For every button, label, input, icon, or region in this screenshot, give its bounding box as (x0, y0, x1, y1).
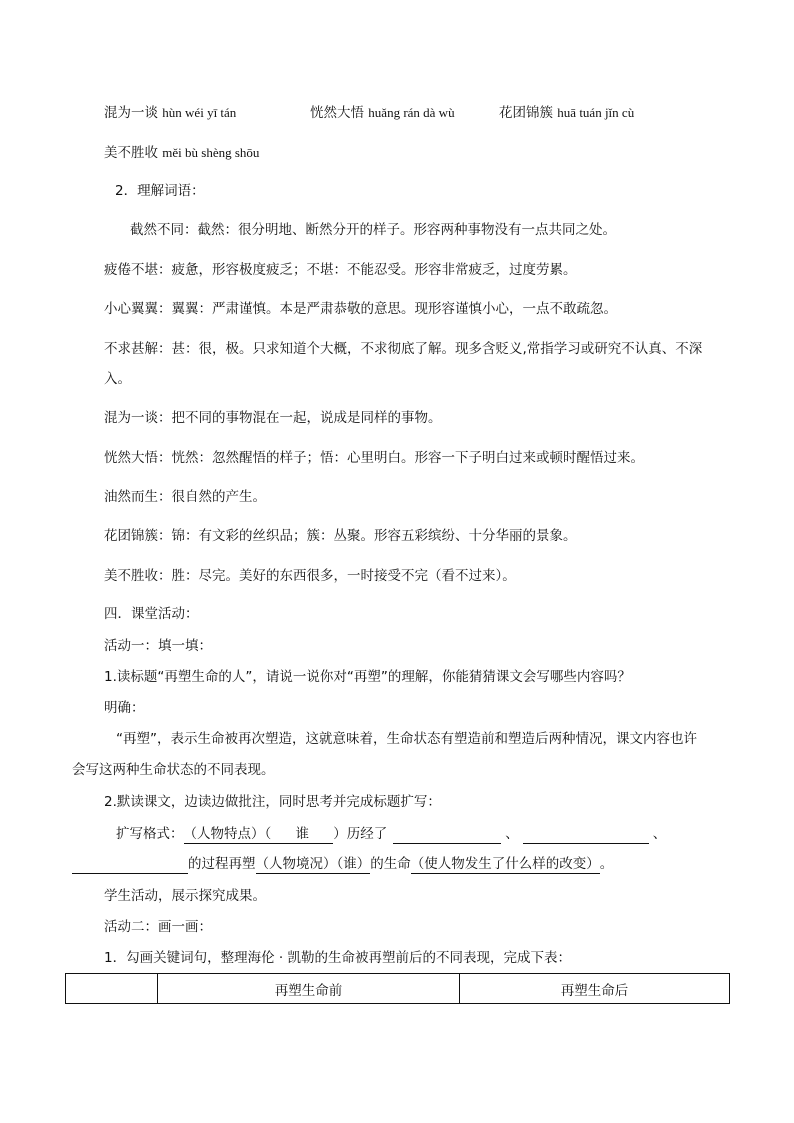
definition: 恍然大悟：恍然：忽然醒悟的样子；悟：心里明白。形容一下子明白过来或顿时醒悟过来。 (104, 450, 644, 466)
vocab-word: 混为一谈 (104, 105, 158, 121)
expand-text: 的生命 (370, 856, 411, 872)
period: 。 (599, 856, 614, 872)
pinyin-entry (310, 103, 455, 123)
vocab-word: 花团锦簇 (499, 105, 553, 121)
underlined-text: （人物特点）（ 谁 (184, 825, 334, 844)
definition-continuation: 入。 (104, 371, 131, 387)
expand-format-line (72, 854, 613, 874)
activity-heading: 活动一：填一填： (104, 638, 212, 654)
expand-text: 的过程再塑 (188, 856, 256, 872)
clarify-label: 明确： (104, 700, 145, 716)
clarify-text: 会写这两种生命状态的不同表现。 (72, 762, 275, 778)
definition: 截然不同：截然：很分明地、断然分开的样子。形容两种事物没有一点共同之处。 (130, 222, 616, 238)
separator: 、 (505, 826, 519, 842)
definition: 不求甚解：甚：很，极。只求知道个大概，不求彻底了解。现多含贬义,常指学习或研究不认真、不深 (104, 341, 703, 357)
vocab-word: 恍然大悟 (310, 105, 364, 121)
activity-heading: 活动二：画一画： (104, 919, 212, 935)
table-header-row (66, 974, 730, 1004)
separator: 、 (652, 826, 667, 842)
question: 1.读标题“再塑生命的人”，请说一说你对“再塑”的理解，你能猜猜课文会写哪些内容吗？ (104, 669, 631, 685)
definition: 混为一谈：把不同的事物混在一起，说成是同样的事物。 (104, 410, 442, 426)
vocab-pinyin: huā tuán jǐn cù (557, 105, 635, 120)
pinyin-entry (104, 143, 259, 163)
question: 2.默读课文，边读边做批注，同时思考并完成标题扩写： (104, 794, 441, 810)
expand-label: 扩写格式： (116, 826, 184, 842)
vocab-pinyin: měi bù shèng shōu (162, 145, 260, 160)
vocab-pinyin: huǎng rán dà wù (368, 105, 455, 120)
clarify-text: “再塑”，表示生命被再次塑造，这就意味着，生命状态有塑造前和塑造后两种情况，课文内容也许 (116, 731, 697, 747)
pinyin-entry (104, 103, 236, 123)
underlined-text: （使人物发生了什么样的改变） (410, 856, 600, 872)
definition: 花团锦簇：锦：有文彩的丝织品；簇：丛聚。形容五彩缤纷、十分华丽的景象。 (104, 528, 577, 544)
fill-blank[interactable] (523, 827, 649, 844)
comparison-table (65, 973, 730, 1004)
student-activity: 学生活动，展示探究成果。 (104, 888, 266, 904)
table-header-cell: 再塑生命前 (158, 974, 460, 1004)
section-heading: 四．课堂活动： (104, 606, 199, 622)
underlined-text: （人物境况）（谁） (255, 856, 371, 872)
vocab-pinyin: hùn wéi yī tán (162, 105, 237, 120)
definition: 疲倦不堪：疲惫，形容极度疲乏；不堪：不能忍受。形容非常疲乏，过度劳累。 (104, 262, 577, 278)
table-header-cell (66, 974, 158, 1004)
definition: 小心翼翼：翼翼：严肃谨慎。本是严肃恭敬的意思。现形容谨慎小心，一点不敢疏忽。 (104, 301, 617, 317)
vocab-word: 美不胜收 (104, 145, 158, 161)
expand-text: ）历经了 (333, 826, 388, 842)
pinyin-entry (499, 103, 634, 123)
expand-format-line (116, 824, 666, 844)
question: 1．勾画关键词句，整理海伦 · 凯勒的生命被再塑前后的不同表现，完成下表： (104, 950, 571, 966)
fill-blank[interactable] (72, 857, 188, 874)
section-heading: 2．理解词语： (115, 183, 205, 199)
table-header-cell: 再塑生命后 (460, 974, 730, 1004)
definition: 美不胜收：胜：尽完。美好的东西很多，一时接受不完（看不过来）。 (104, 568, 516, 584)
fill-blank[interactable] (393, 827, 501, 844)
definition: 油然而生：很自然的产生。 (104, 489, 266, 505)
fill-word: 谁 (295, 826, 309, 842)
